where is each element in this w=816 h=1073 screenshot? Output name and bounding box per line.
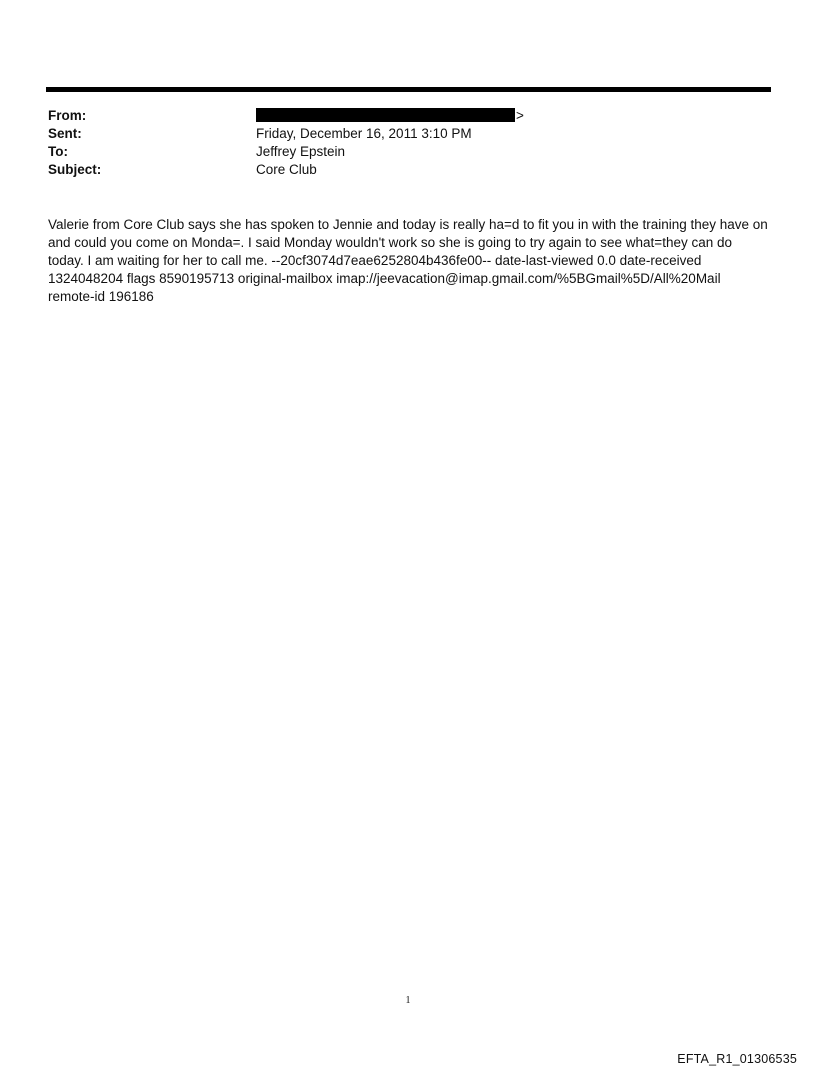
redaction-block (256, 108, 515, 122)
body-line: and could you come on Monda=. I said Monday wouldn't work so she is going to try again to see what=they can do (48, 235, 732, 250)
to-value: Jeffrey Epstein (256, 144, 346, 159)
body-line: remote-id 196186 (48, 289, 154, 304)
subject-label: Subject: (48, 162, 102, 177)
to-label: To: (48, 144, 68, 159)
document-id: EFTA_R1_01306535 (677, 1052, 797, 1066)
subject-value: Core Club (256, 162, 317, 177)
page-number: 1 (405, 995, 411, 1006)
sent-row (48, 125, 768, 143)
subject-row (48, 161, 768, 179)
header-divider-rule (46, 87, 771, 92)
body-line: Valerie from Core Club says she has spoken to Jennie and today is really ha=d to fit you in with the training they have on (48, 217, 768, 232)
body-line: today. I am waiting for her to call me. --20cf3074d7eae6252804b436fe00-- date-last-viewed 0.0 date-received (48, 253, 702, 268)
body-line: 1324048204 flags 8590195713 original-mailbox imap://jeevacation@imap.gmail.com/%5BGmail%5D/All%20Mail (48, 271, 721, 286)
email-header (48, 107, 768, 179)
sent-label: Sent: (48, 126, 82, 141)
email-body (48, 216, 773, 306)
from-value (256, 107, 524, 125)
from-label: From: (48, 108, 87, 123)
from-suffix: > (516, 108, 524, 123)
to-row (48, 143, 768, 161)
from-row (48, 107, 768, 125)
sent-value: Friday, December 16, 2011 3:10 PM (256, 126, 472, 141)
